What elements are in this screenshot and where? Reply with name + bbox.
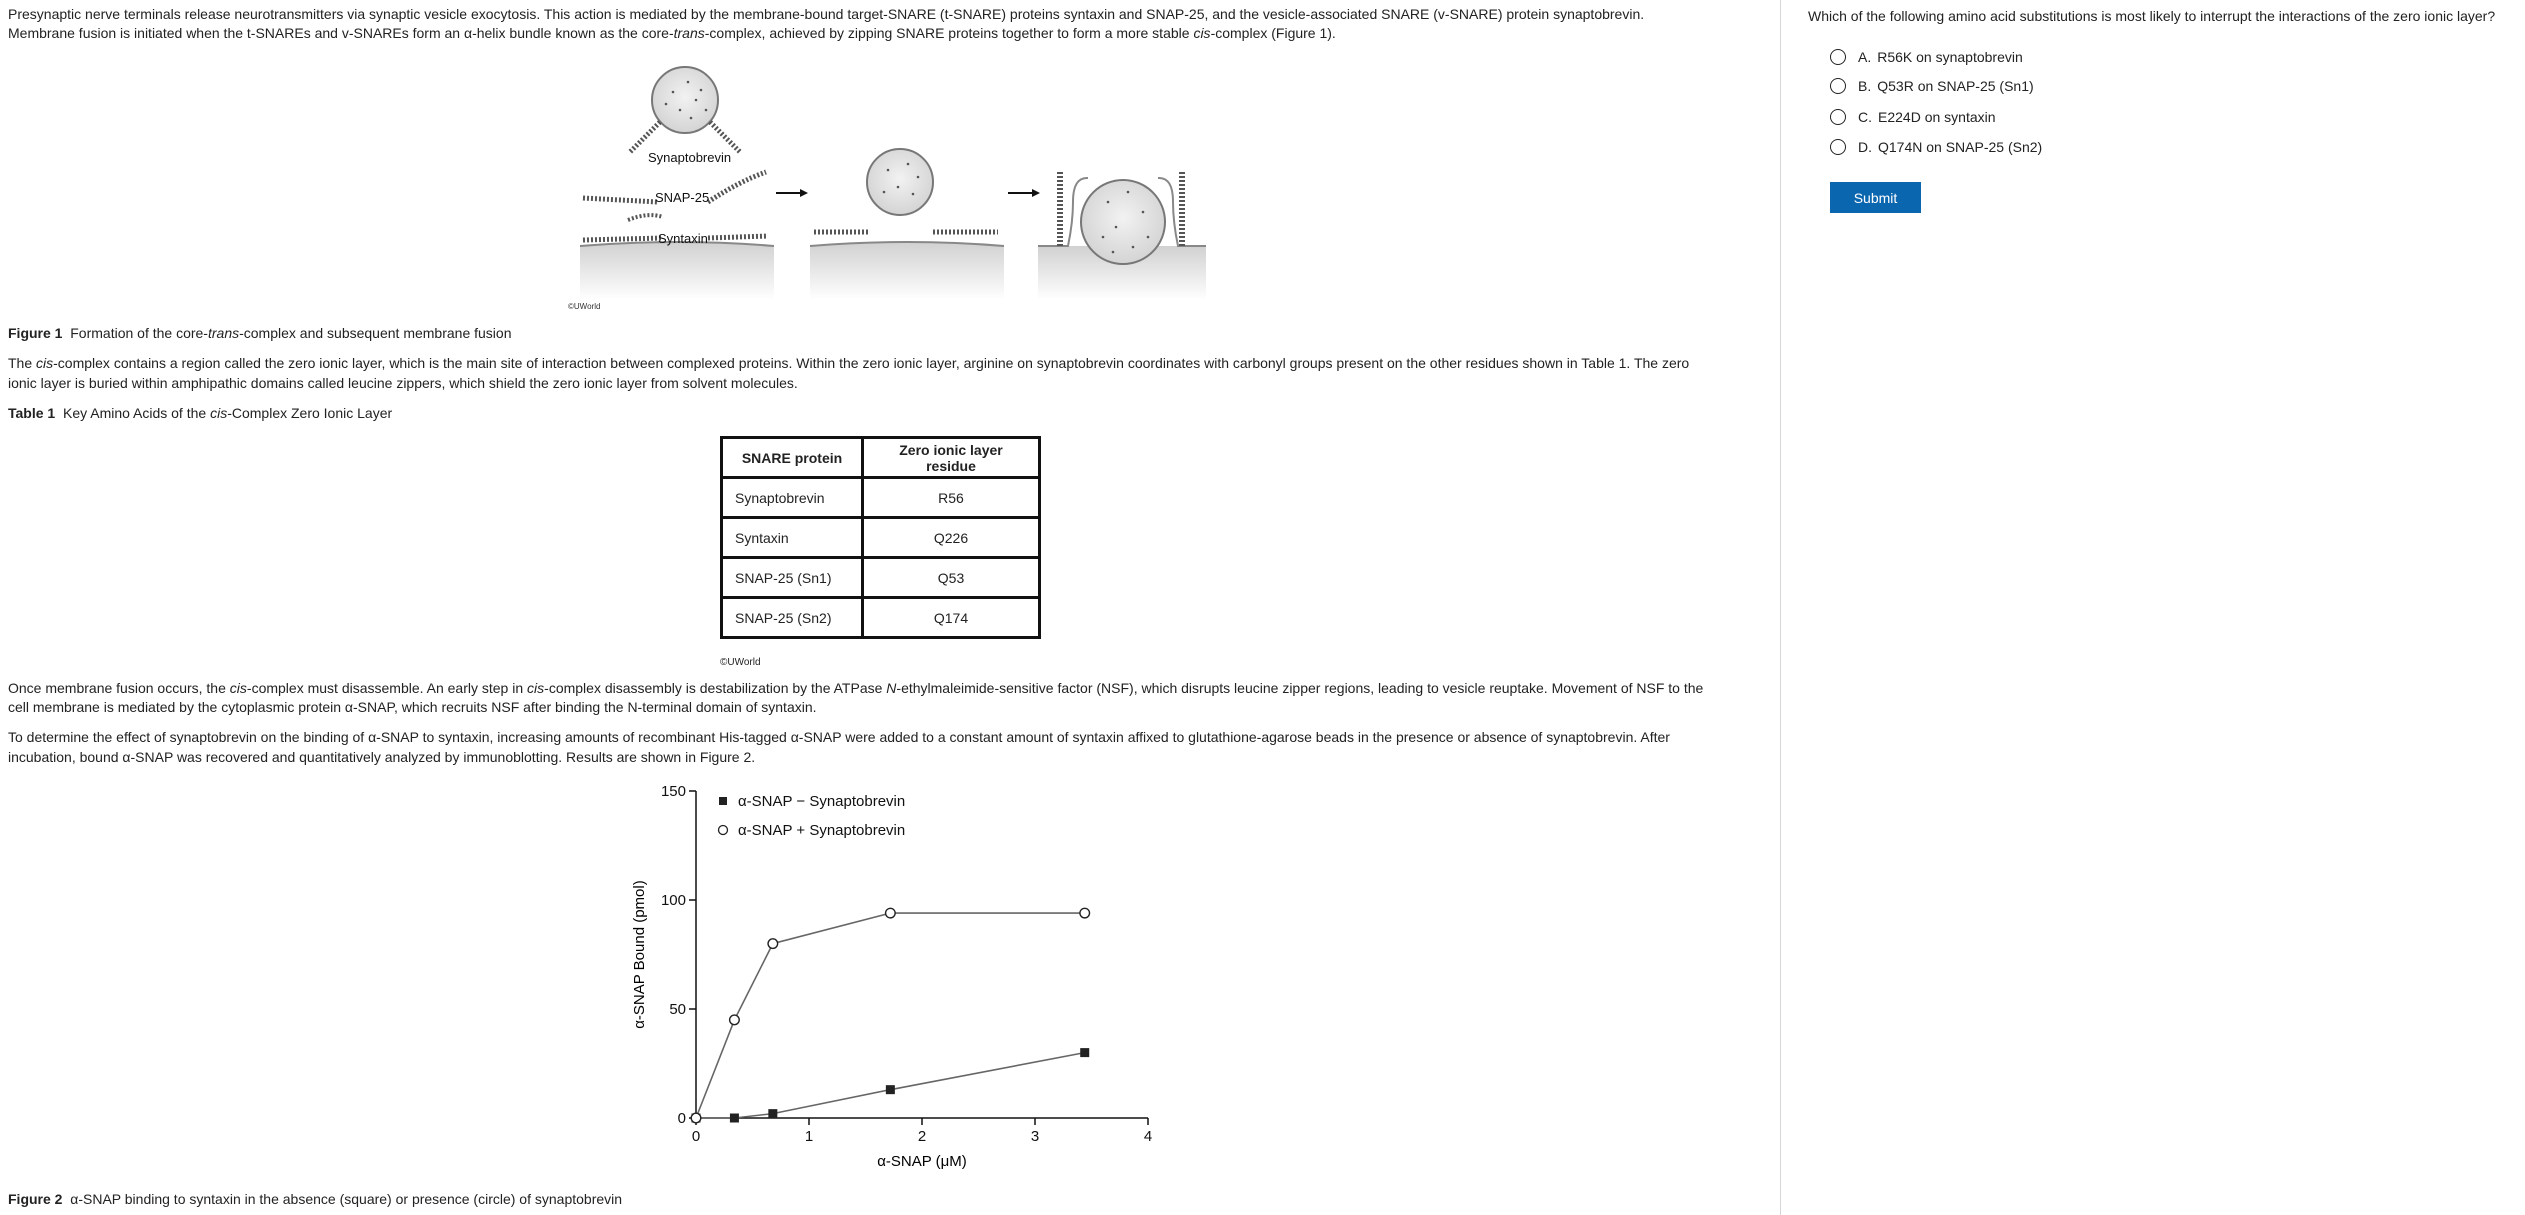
text-run: -complex and subsequent membrane fusion (239, 325, 512, 341)
option-text: E224D on syntaxin (1878, 109, 1996, 125)
text-run: -complex contains a region called the zero ionic layer, which is the main site of interaction between complexed proteins. Within the zero ionic layer, arginine on synaptobrevin coordinates with carbonyl groups present on the other residues shown in Table 1. The zero (53, 355, 1690, 371)
answer-option-a[interactable] (1830, 46, 2023, 68)
arrow-right-icon (1008, 189, 1040, 197)
figure-2-chart (608, 775, 1168, 1175)
answer-option-d[interactable] (1830, 136, 2042, 158)
pane-divider (1780, 0, 1781, 1215)
y-tick-label: 150 (660, 783, 686, 800)
table-cell-protein: Syntaxin (722, 518, 863, 558)
option-text: Q174N on SNAP-25 (Sn2) (1878, 139, 2043, 155)
table-1 (720, 436, 1041, 639)
figure-1-illustration (568, 52, 1218, 312)
data-point-square (768, 1109, 777, 1118)
legend-square-icon (719, 797, 727, 805)
text-run: incubation, bound α-SNAP was recovered and quantitatively analyzed by immunoblotting. Results are shown in Figure 2. (8, 749, 756, 765)
caption-label: Figure 1 (8, 325, 63, 341)
data-point-circle (886, 908, 896, 918)
vesicle-icon (814, 149, 998, 232)
figure-2-caption (8, 1190, 622, 1209)
table-row (722, 558, 1040, 598)
answer-option-c[interactable] (1830, 106, 1996, 128)
question-pane (1800, 0, 2520, 1215)
table-cell-residue: Q174 (863, 598, 1040, 638)
italic-run: trans (207, 325, 240, 341)
x-tick-label: 3 (1030, 1128, 1040, 1145)
x-tick-label: 1 (804, 1128, 814, 1145)
label-synaptobrevin: Synaptobrevin (648, 150, 732, 165)
italic-run: cis (229, 680, 247, 696)
y-axis-label: α-SNAP Bound (pmol) (631, 880, 648, 1029)
submit-button[interactable]: Submit (1830, 182, 1921, 213)
data-point-circle (1080, 908, 1090, 918)
table-cell-residue: Q53 (863, 558, 1040, 598)
x-tick-label: 4 (1143, 1128, 1153, 1145)
paragraph-3-cont (8, 698, 1763, 717)
figure-1-caption (8, 324, 512, 343)
paragraph-4-cont (8, 748, 1763, 767)
text-run: -ethylmaleimide-sensitive factor (NSF), which disrupts leucine zipper regions, leading to vesicle reuptake. Movement of NSF to the (896, 680, 1704, 696)
data-point-square (886, 1085, 895, 1094)
data-point-square (730, 1114, 739, 1123)
text-run: Formation of the core- (70, 325, 208, 341)
vesicle-icon (652, 67, 718, 133)
option-text: R56K on synaptobrevin (1877, 49, 2023, 65)
table-row (722, 518, 1040, 558)
text-run: -Complex Zero Ionic Layer (227, 405, 393, 421)
text-run: To determine the effect of synaptobrevin on the binding of α-SNAP to syntaxin, increasing amounts of recombinant His-tagged α-SNAP were added to a constant amount of syntaxin affixed to glutathione-agarose beads in the presence or absence of synaptobrevin. After (8, 729, 1670, 745)
radio-button-icon[interactable] (1830, 49, 1846, 65)
table-cell-protein: Synaptobrevin (722, 478, 863, 518)
data-point-circle (730, 1015, 740, 1025)
label-syntaxin: Syntaxin (658, 231, 708, 246)
italic-run: N (886, 680, 897, 696)
paragraph-1-line-1: Presynaptic nerve terminals release neurotransmitters via synaptic vesicle exocytosis. This action is mediated by the membrane-bound target-SNARE (t-SNARE) proteins syntaxin and SNAP-25, and the vesicle-associated SNARE (v-SNARE) protein synaptobrevin. (8, 6, 1645, 22)
paragraph-1 (8, 5, 1763, 24)
data-point-circle (691, 1113, 701, 1123)
y-tick-label: 50 (669, 1001, 686, 1018)
legend-label: α-SNAP − Synaptobrevin (738, 793, 906, 810)
table-cell-residue: R56 (863, 478, 1040, 518)
table-row (722, 478, 1040, 518)
text-run: -complex disassembly is destabilization by the ATPase (544, 680, 887, 696)
text-run: cell membrane is mediated by the cytoplasmic protein α-SNAP, which recruits NSF after binding the N-terminal domain of syntaxin. (8, 699, 817, 715)
x-tick-label: 0 (691, 1128, 701, 1145)
question-stem: Which of the following amino acid substitutions is most likely to interrupt the interactions of the zero ionic layer? (1808, 8, 2496, 24)
table-header-row (722, 438, 1040, 478)
passage-pane (8, 0, 1768, 1215)
answer-option-b[interactable] (1830, 75, 2034, 97)
italic-run: cis (210, 405, 228, 421)
option-letter: B. (1858, 78, 1872, 94)
italic-run: cis (36, 355, 54, 371)
legend-label: α-SNAP + Synaptobrevin (738, 822, 906, 839)
legend-circle-icon (719, 826, 728, 835)
text-run: -complex (Figure 1). (1210, 25, 1336, 41)
table-cell-protein: SNAP-25 (Sn2) (722, 598, 863, 638)
label-snap25: SNAP-25 (655, 190, 710, 205)
paragraph-2-cont (8, 374, 1763, 393)
paragraph-1-cont (8, 24, 1763, 43)
table-cell-residue: Q226 (863, 518, 1040, 558)
italic-run: cis (527, 680, 545, 696)
text-run: -complex must disassemble. An early step in (246, 680, 528, 696)
y-tick-label: 0 (677, 1110, 686, 1127)
table-1-copyright: ©UWorld (720, 657, 761, 668)
option-letter: A. (1858, 49, 1872, 65)
arrow-right-icon (776, 189, 808, 197)
text-run: The (8, 355, 37, 371)
option-text: Q53R on SNAP-25 (Sn1) (1877, 78, 2034, 94)
radio-button-icon[interactable] (1830, 78, 1846, 94)
caption-label: Figure 2 (8, 1191, 63, 1207)
paragraph-3 (8, 679, 1763, 698)
paragraph-2 (8, 354, 1763, 373)
x-tick-label: 2 (917, 1128, 927, 1145)
table-cell-protein: SNAP-25 (Sn1) (722, 558, 863, 598)
option-letter: C. (1858, 109, 1872, 125)
caption-label: Table 1 (8, 405, 56, 421)
option-letter: D. (1858, 139, 1872, 155)
text-run: Once membrane fusion occurs, the (8, 680, 230, 696)
italic-run: trans (673, 25, 705, 41)
text-run: Key Amino Acids of the (62, 405, 211, 421)
text-run: α-SNAP binding to syntaxin in the absence (square) or presence (circle) of synaptobrevin (70, 1191, 623, 1207)
figure-1-copyright: ©UWorld (568, 302, 601, 311)
text-run: Membrane fusion is initiated when the t-SNAREs and v-SNAREs form an α-helix bundle known as the core- (8, 25, 674, 41)
data-point-circle (768, 939, 778, 949)
data-point-square (1080, 1048, 1089, 1057)
table-1-caption (8, 404, 392, 423)
text-run: -complex, achieved by zipping SNARE proteins together to form a more stable (704, 25, 1194, 41)
paragraph-4 (8, 728, 1763, 747)
snare-coils-icon (583, 122, 768, 240)
header-zero-ionic-residue: Zero ionic layer residue (863, 438, 1040, 478)
table-row (722, 598, 1040, 638)
text-run: ionic layer is buried within amphipathic domains called leucine zippers, which shield the zero ionic layer from solvent molecules. (8, 375, 798, 391)
italic-run: cis (1193, 25, 1211, 41)
x-axis-label: α-SNAP (μM) (877, 1153, 967, 1170)
radio-button-icon[interactable] (1830, 109, 1846, 125)
radio-button-icon[interactable] (1830, 139, 1846, 155)
y-tick-label: 100 (660, 892, 686, 909)
header-snare-protein: SNARE protein (722, 438, 863, 478)
